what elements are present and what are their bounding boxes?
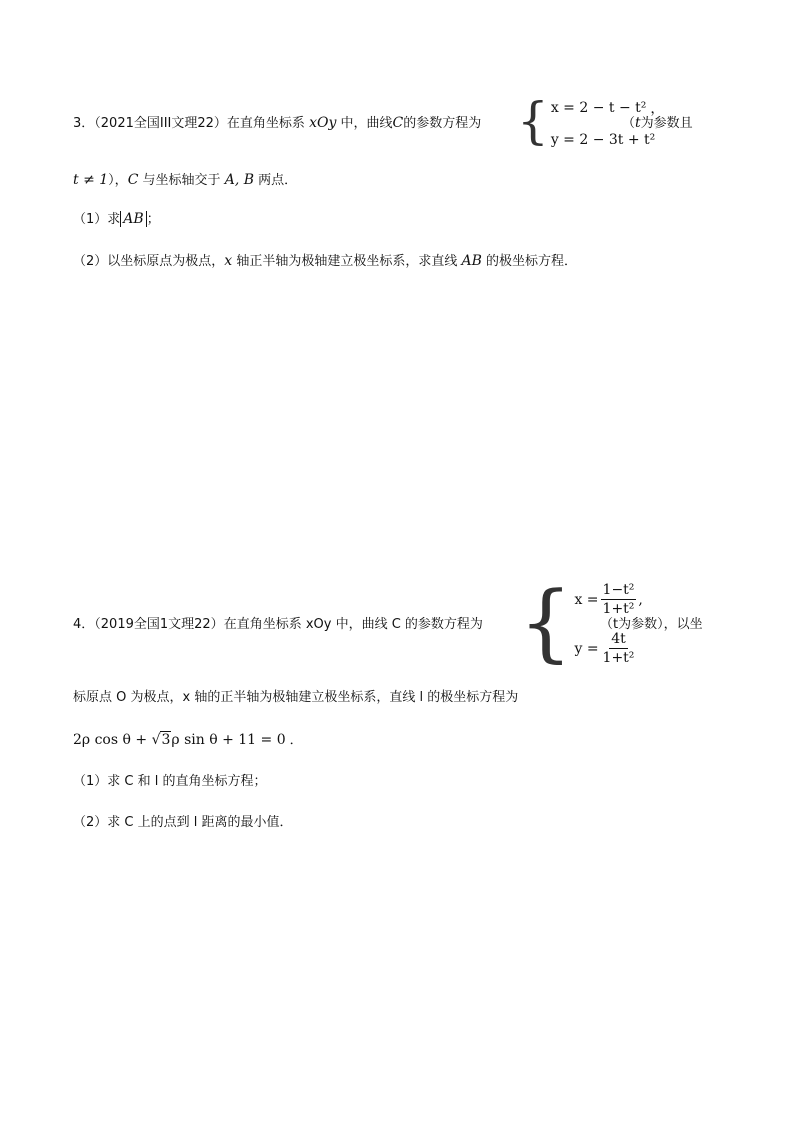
q4-text-a: 在直角坐标系 xOy 中，曲线 C 的参数方程为 [223,617,483,632]
q3-part1: （1）求 AB ； [73,211,160,227]
q3-number: 3． [73,116,95,131]
q3-part2: （2）以坐标原点为极点，x 轴正半轴为极轴建立极坐标系，求直线 AB 的极坐标方程． [73,253,578,269]
q3-brace: { [517,92,549,150]
q4-param-note: （t为参数），以坐 [600,617,703,632]
q4-eq-x: x = $\frac{\text{1−t²}}{\text{1+t²}}$ , [574,582,643,617]
q3-abs-ab: AB [120,211,146,227]
q3-curve: C [392,115,404,131]
q4-part2: （2）求 C 上的点到 l 距离的最小值． [73,815,293,830]
q3-param-note: （t为参数且 [622,115,693,131]
q3-points: A, B [224,172,255,188]
q3-text-b: 中，曲线 [340,116,393,131]
q4-source: （2019全国1文理22） [94,617,224,632]
q3-eq-y: y = 2 − 3t + t² [550,132,656,148]
q4-number: 4． [73,617,95,632]
q3-param-var: t [635,115,641,131]
q4-stem-line1 [73,616,483,634]
q3-stem-line1 [73,114,481,133]
q3-source: （2021全国III文理22） [94,116,227,131]
q3-coord-sys: xOy [309,115,337,131]
q4-brace: { [519,573,573,671]
q4-sqrt-3: 3 [161,732,171,748]
q4-frac-x: $\frac{\text{1−t²}}{\text{1+t²}}$ [602,582,635,617]
q4-frac-y: $\frac{4t}{\text{1+t²}}$ [602,631,635,666]
q4-part1: （1）求 C 和 l 的直角坐标方程； [73,774,267,789]
q4-eq-y: y = $\frac{4t}{\text{1+t²}}$ [574,631,635,666]
q3-stem-line2: t ≠ 1），C 与坐标轴交于 A, B 两点． [73,172,298,188]
q3-text-a: 在直角坐标系 [226,116,305,131]
q3-text-c: 的参数方程为 [403,116,482,131]
q4-polar-equation: 2ρ cos θ + √3ρ sin θ + 11 = 0 ． [73,732,303,748]
q3-condition: t ≠ 1 [73,172,109,188]
q4-stem-line2: 标原点 O 为极点，x 轴的正半轴为极轴建立极坐标系，直线 l 的极坐标方程为 [73,690,519,705]
q3-eq-x: x = 2 − t − t² ， [550,100,665,117]
